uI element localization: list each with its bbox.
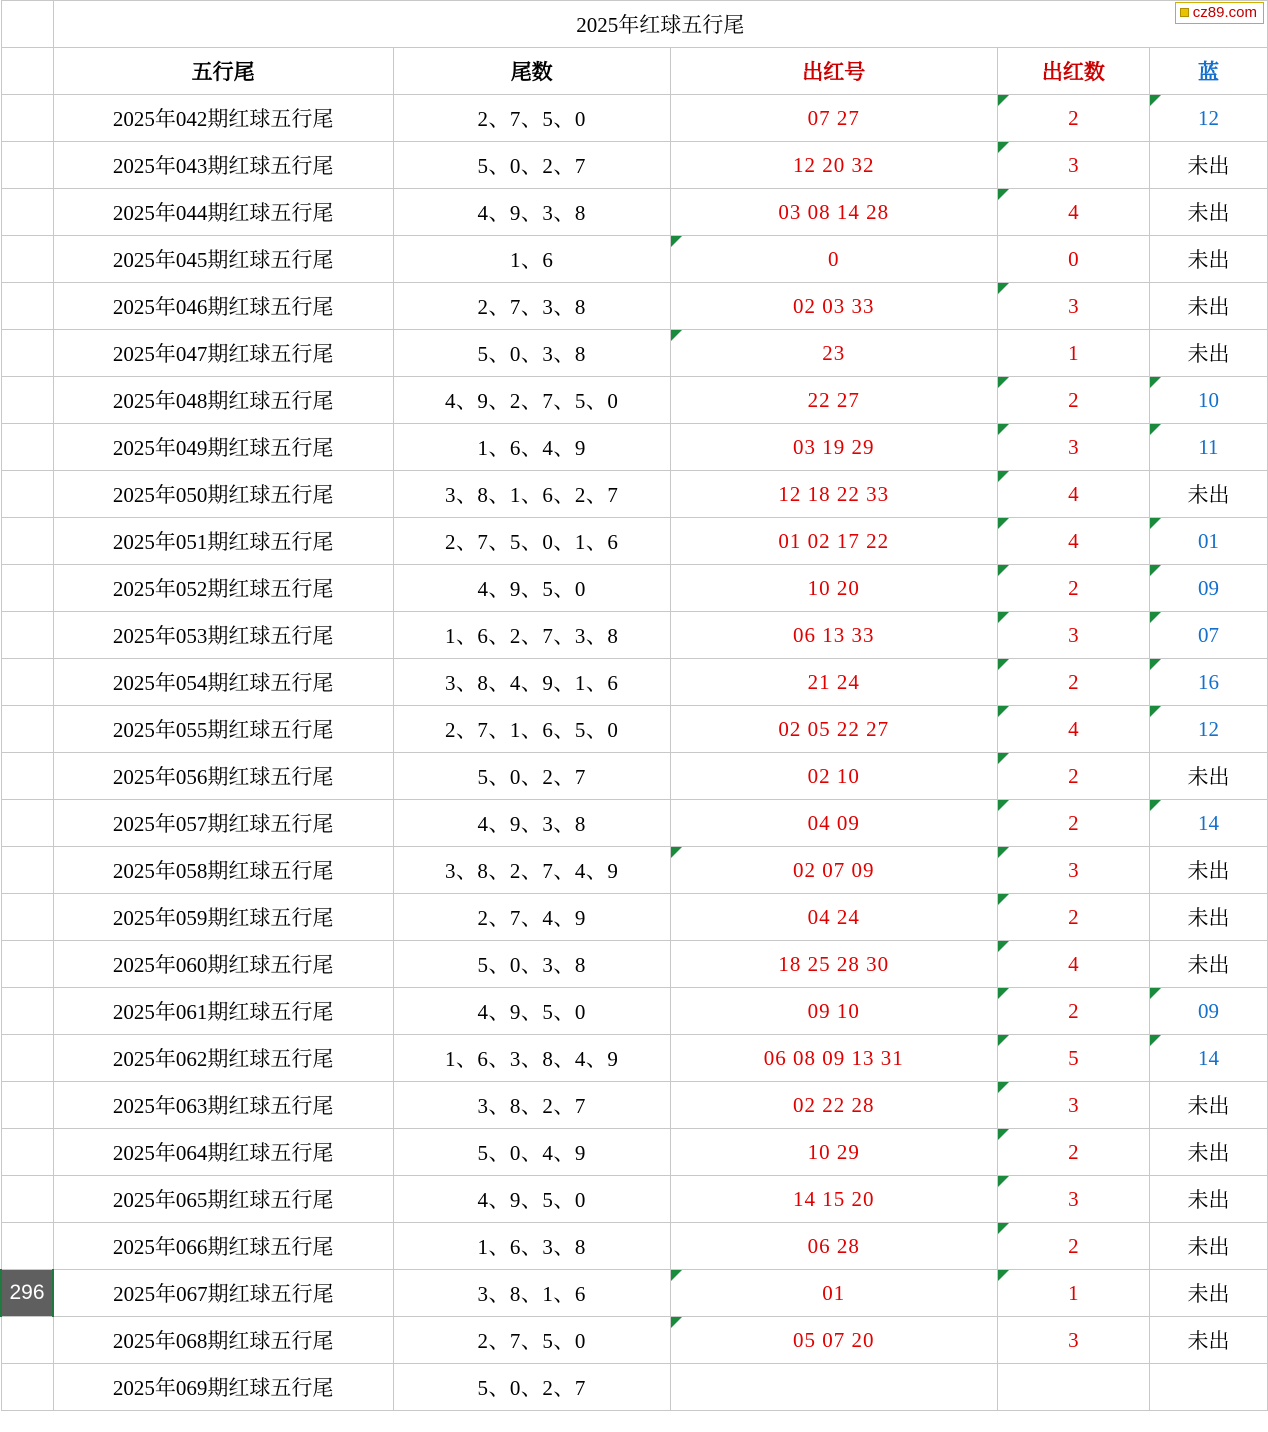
cell-period-name[interactable]: 2025年060期红球五行尾 [53, 941, 393, 988]
comment-marker-icon [998, 283, 1009, 294]
cell-tail-numbers[interactable]: 5、0、4、9 [393, 1129, 670, 1176]
cell-blue-number[interactable]: 10 [1149, 377, 1267, 424]
table-row [1, 1223, 1268, 1270]
cell-period-name[interactable]: 2025年069期红球五行尾 [53, 1364, 393, 1411]
cell-tail-numbers[interactable]: 5、0、2、7 [393, 1364, 670, 1411]
cell-red-count[interactable]: 3 [997, 1176, 1149, 1223]
cell-tail-numbers[interactable]: 2、7、3、8 [393, 283, 670, 330]
table-row [1, 1270, 1268, 1317]
cell-red-numbers[interactable]: 0 [670, 236, 997, 283]
column-header-weishu: 尾数 [393, 48, 670, 95]
row-header-number[interactable]: 296 [1, 1270, 53, 1317]
cell-blue-number[interactable]: 12 [1149, 706, 1267, 753]
cell-period-name[interactable]: 2025年063期红球五行尾 [53, 1082, 393, 1129]
table-row [1, 612, 1268, 659]
cell-blue-number[interactable]: 未出 [1149, 894, 1267, 941]
comment-marker-icon [1150, 518, 1161, 529]
comment-marker-icon [998, 1035, 1009, 1046]
row-header-number[interactable]: 274 [1, 236, 53, 283]
cell-red-numbers[interactable]: 03 08 14 28 [670, 189, 997, 236]
cell-period-name[interactable]: 2025年068期红球五行尾 [53, 1317, 393, 1364]
cell-red-count[interactable]: 4 [997, 706, 1149, 753]
cell-tail-numbers[interactable]: 1、6、3、8、4、9 [393, 1035, 670, 1082]
cell-red-count[interactable]: 3 [997, 1082, 1149, 1129]
table-row [1, 1035, 1268, 1082]
comment-marker-icon [998, 612, 1009, 623]
cell-blue-number[interactable]: 未出 [1149, 1082, 1267, 1129]
cell-red-count[interactable]: 2 [997, 1223, 1149, 1270]
row-header-2[interactable]: 2 [1, 48, 53, 95]
cell-period-name[interactable]: 2025年043期红球五行尾 [53, 142, 393, 189]
cell-period-name[interactable]: 2025年054期红球五行尾 [53, 659, 393, 706]
table-row [1, 1317, 1268, 1364]
table-row [1, 1129, 1268, 1176]
column-header-row [1, 48, 1268, 95]
cell-red-count[interactable]: 4 [997, 189, 1149, 236]
cell-blue-number[interactable]: 未出 [1149, 1176, 1267, 1223]
cell-tail-numbers[interactable]: 4、9、3、8 [393, 800, 670, 847]
row-header-number[interactable]: 272 [1, 142, 53, 189]
column-header-wuxingwei: 五行尾 [53, 48, 393, 95]
comment-marker-icon [1150, 612, 1161, 623]
cell-period-name[interactable]: 2025年064期红球五行尾 [53, 1129, 393, 1176]
cell-red-count[interactable]: 4 [997, 518, 1149, 565]
cell-red-numbers[interactable]: 03 19 29 [670, 424, 997, 471]
comment-marker-icon [671, 1317, 682, 1328]
cell-blue-number[interactable]: 11 [1149, 424, 1267, 471]
cell-red-count[interactable]: 3 [997, 1317, 1149, 1364]
cell-red-count[interactable]: 3 [997, 142, 1149, 189]
cell-period-name[interactable]: 2025年044期红球五行尾 [53, 189, 393, 236]
comment-marker-icon [998, 988, 1009, 999]
cell-blue-number[interactable]: 未出 [1149, 283, 1267, 330]
cell-blue-number[interactable] [1149, 1364, 1267, 1411]
row-header-number[interactable]: 284 [1, 706, 53, 753]
logo-text: cz89.com [1192, 4, 1257, 21]
cell-blue-number[interactable]: 16 [1149, 659, 1267, 706]
cell-red-count[interactable]: 1 [997, 330, 1149, 377]
cell-red-numbers[interactable]: 10 20 [670, 565, 997, 612]
cell-blue-number[interactable]: 14 [1149, 800, 1267, 847]
row-header-number[interactable]: 271 [1, 95, 53, 142]
cell-red-count[interactable]: 2 [997, 753, 1149, 800]
table-row [1, 236, 1268, 283]
cell-tail-numbers[interactable]: 2、7、5、0 [393, 1317, 670, 1364]
comment-marker-icon [998, 471, 1009, 482]
cell-blue-number[interactable]: 09 [1149, 565, 1267, 612]
comment-marker-icon [998, 847, 1009, 858]
row-header-number[interactable]: 277 [1, 377, 53, 424]
table-row [1, 894, 1268, 941]
row-header-number[interactable]: 281 [1, 565, 53, 612]
comment-marker-icon [998, 142, 1009, 153]
cell-red-count[interactable]: 1 [997, 1270, 1149, 1317]
comment-marker-icon [998, 189, 1009, 200]
cell-period-name[interactable]: 2025年049期红球五行尾 [53, 424, 393, 471]
comment-marker-icon [1150, 659, 1161, 670]
cell-period-name[interactable]: 2025年061期红球五行尾 [53, 988, 393, 1035]
row-header-number[interactable]: 294 [1, 1176, 53, 1223]
cell-red-count[interactable]: 5 [997, 1035, 1149, 1082]
table-body [1, 1, 1268, 1411]
comment-marker-icon [998, 1270, 1009, 1281]
cell-red-count[interactable]: 2 [997, 565, 1149, 612]
row-header-number[interactable]: 283 [1, 659, 53, 706]
cell-red-count[interactable]: 3 [997, 283, 1149, 330]
cell-red-count[interactable] [997, 1364, 1149, 1411]
cell-red-count[interactable]: 4 [997, 471, 1149, 518]
cell-red-numbers[interactable]: 10 29 [670, 1129, 997, 1176]
cell-blue-number[interactable]: 未出 [1149, 330, 1267, 377]
table-row [1, 283, 1268, 330]
table-row [1, 330, 1268, 377]
row-header-number[interactable]: 285 [1, 753, 53, 800]
cell-tail-numbers[interactable]: 1、6、3、8 [393, 1223, 670, 1270]
cell-tail-numbers[interactable]: 2、7、1、6、5、0 [393, 706, 670, 753]
cell-tail-numbers[interactable]: 5、0、3、8 [393, 941, 670, 988]
site-logo-badge [1175, 2, 1264, 24]
cell-red-count[interactable]: 4 [997, 941, 1149, 988]
cell-red-numbers[interactable]: 05 07 20 [670, 1317, 997, 1364]
table-row [1, 471, 1268, 518]
comment-marker-icon [671, 1270, 682, 1281]
table-row [1, 659, 1268, 706]
cell-period-name[interactable]: 2025年062期红球五行尾 [53, 1035, 393, 1082]
table-row [1, 753, 1268, 800]
cell-tail-numbers[interactable]: 3、8、1、6 [393, 1270, 670, 1317]
cell-blue-number[interactable]: 未出 [1149, 189, 1267, 236]
cell-red-numbers[interactable]: 04 24 [670, 894, 997, 941]
cell-period-name[interactable]: 2025年057期红球五行尾 [53, 800, 393, 847]
row-header-number[interactable]: 273 [1, 189, 53, 236]
cell-red-count[interactable]: 3 [997, 847, 1149, 894]
cell-red-count[interactable]: 2 [997, 1129, 1149, 1176]
comment-marker-icon [998, 1082, 1009, 1093]
cell-period-name[interactable]: 2025年066期红球五行尾 [53, 1223, 393, 1270]
table-row [1, 565, 1268, 612]
cell-blue-number[interactable]: 未出 [1149, 941, 1267, 988]
column-header-lan: 蓝 [1149, 48, 1267, 95]
row-header-number[interactable]: 279 [1, 471, 53, 518]
cell-red-count[interactable]: 2 [997, 988, 1149, 1035]
cell-period-name[interactable]: 2025年052期红球五行尾 [53, 565, 393, 612]
cell-tail-numbers[interactable]: 1、6、4、9 [393, 424, 670, 471]
table-row [1, 941, 1268, 988]
cell-red-numbers[interactable]: 09 10 [670, 988, 997, 1035]
cell-red-numbers[interactable]: 02 07 09 [670, 847, 997, 894]
cell-tail-numbers[interactable]: 3、8、2、7、4、9 [393, 847, 670, 894]
cell-red-numbers[interactable]: 02 05 22 27 [670, 706, 997, 753]
cell-blue-number[interactable]: 未出 [1149, 753, 1267, 800]
cell-blue-number[interactable]: 09 [1149, 988, 1267, 1035]
cell-period-name[interactable]: 2025年042期红球五行尾 [53, 95, 393, 142]
table-row [1, 988, 1268, 1035]
page-title: 2025年红球五行尾 [53, 1, 1267, 48]
logo-dot-icon [1180, 8, 1189, 17]
cell-tail-numbers[interactable]: 4、9、3、8 [393, 189, 670, 236]
comment-marker-icon [1150, 1035, 1161, 1046]
cell-red-numbers[interactable]: 18 25 28 30 [670, 941, 997, 988]
cell-blue-number[interactable]: 07 [1149, 612, 1267, 659]
cell-blue-number[interactable]: 未出 [1149, 471, 1267, 518]
row-header-number[interactable]: 298 [1, 1364, 53, 1411]
comment-marker-icon [671, 847, 682, 858]
row-header-number[interactable]: 278 [1, 424, 53, 471]
cell-blue-number[interactable]: 未出 [1149, 847, 1267, 894]
table-row [1, 518, 1268, 565]
table-row [1, 1364, 1268, 1411]
cell-red-numbers[interactable]: 07 27 [670, 95, 997, 142]
comment-marker-icon [998, 1129, 1009, 1140]
row-header-number[interactable]: 282 [1, 612, 53, 659]
cell-red-count[interactable]: 0 [997, 236, 1149, 283]
comment-marker-icon [1150, 565, 1161, 576]
cell-period-name[interactable]: 2025年046期红球五行尾 [53, 283, 393, 330]
cell-red-numbers[interactable]: 21 24 [670, 659, 997, 706]
cell-blue-number[interactable]: 未出 [1149, 1223, 1267, 1270]
row-header-1[interactable]: 1 [1, 1, 53, 48]
row-header-number[interactable]: 287 [1, 847, 53, 894]
cell-period-name[interactable]: 2025年048期红球五行尾 [53, 377, 393, 424]
table-row [1, 95, 1268, 142]
cell-period-name[interactable]: 2025年047期红球五行尾 [53, 330, 393, 377]
column-header-chuhonghao: 出红号 [670, 48, 997, 95]
cell-tail-numbers[interactable]: 5、0、2、7 [393, 753, 670, 800]
cell-red-count[interactable]: 2 [997, 377, 1149, 424]
table-row [1, 189, 1268, 236]
cell-period-name[interactable]: 2025年065期红球五行尾 [53, 1176, 393, 1223]
comment-marker-icon [998, 1176, 1009, 1187]
cell-blue-number[interactable]: 14 [1149, 1035, 1267, 1082]
comment-marker-icon [998, 518, 1009, 529]
comment-marker-icon [998, 659, 1009, 670]
row-header-number[interactable]: 288 [1, 894, 53, 941]
cell-red-numbers[interactable]: 06 28 [670, 1223, 997, 1270]
cell-red-count[interactable]: 2 [997, 800, 1149, 847]
table-row [1, 800, 1268, 847]
cell-red-numbers[interactable]: 02 22 28 [670, 1082, 997, 1129]
comment-marker-icon [1150, 424, 1161, 435]
row-header-number[interactable]: 297 [1, 1317, 53, 1364]
comment-marker-icon [1150, 377, 1161, 388]
cell-period-name[interactable]: 2025年059期红球五行尾 [53, 894, 393, 941]
cell-tail-numbers[interactable]: 3、8、2、7 [393, 1082, 670, 1129]
row-header-number[interactable]: 293 [1, 1129, 53, 1176]
row-header-number[interactable]: 275 [1, 283, 53, 330]
cell-red-numbers[interactable]: 23 [670, 330, 997, 377]
cell-period-name[interactable]: 2025年055期红球五行尾 [53, 706, 393, 753]
cell-red-count[interactable]: 3 [997, 424, 1149, 471]
cell-red-numbers[interactable]: 02 03 33 [670, 283, 997, 330]
comment-marker-icon [998, 95, 1009, 106]
cell-red-count[interactable]: 2 [997, 894, 1149, 941]
cell-blue-number[interactable]: 未出 [1149, 1317, 1267, 1364]
cell-period-name[interactable]: 2025年045期红球五行尾 [53, 236, 393, 283]
cell-tail-numbers[interactable]: 3、8、4、9、1、6 [393, 659, 670, 706]
cell-red-numbers[interactable]: 01 02 17 22 [670, 518, 997, 565]
cell-red-numbers[interactable]: 12 20 32 [670, 142, 997, 189]
cell-red-numbers[interactable]: 01 [670, 1270, 997, 1317]
cell-period-name[interactable]: 2025年058期红球五行尾 [53, 847, 393, 894]
comment-marker-icon [671, 236, 682, 247]
row-header-number[interactable]: 276 [1, 330, 53, 377]
cell-red-count[interactable]: 2 [997, 95, 1149, 142]
cell-red-numbers[interactable]: 12 18 22 33 [670, 471, 997, 518]
comment-marker-icon [998, 424, 1009, 435]
title-row [1, 1, 1268, 48]
cell-tail-numbers[interactable]: 4、9、2、7、5、0 [393, 377, 670, 424]
cell-tail-numbers[interactable]: 4、9、5、0 [393, 565, 670, 612]
row-header-number[interactable]: 291 [1, 1035, 53, 1082]
cell-red-numbers[interactable]: 14 15 20 [670, 1176, 997, 1223]
comment-marker-icon [1150, 706, 1161, 717]
cell-tail-numbers[interactable]: 2、7、4、9 [393, 894, 670, 941]
comment-marker-icon [998, 800, 1009, 811]
comment-marker-icon [998, 565, 1009, 576]
cell-tail-numbers[interactable]: 2、7、5、0、1、6 [393, 518, 670, 565]
cell-tail-numbers[interactable]: 1、6 [393, 236, 670, 283]
comment-marker-icon [998, 753, 1009, 764]
cell-red-numbers[interactable]: 06 08 09 13 31 [670, 1035, 997, 1082]
table-row [1, 706, 1268, 753]
cell-blue-number[interactable]: 未出 [1149, 236, 1267, 283]
row-header-number[interactable]: 286 [1, 800, 53, 847]
cell-period-name[interactable]: 2025年051期红球五行尾 [53, 518, 393, 565]
cell-blue-number[interactable]: 未出 [1149, 1270, 1267, 1317]
comment-marker-icon [998, 706, 1009, 717]
cell-red-count[interactable]: 2 [997, 659, 1149, 706]
row-header-number[interactable]: 292 [1, 1082, 53, 1129]
comment-marker-icon [998, 1223, 1009, 1234]
cell-blue-number[interactable]: 未出 [1149, 1129, 1267, 1176]
row-header-number[interactable]: 295 [1, 1223, 53, 1270]
cell-tail-numbers[interactable]: 5、0、3、8 [393, 330, 670, 377]
cell-tail-numbers[interactable]: 1、6、2、7、3、8 [393, 612, 670, 659]
cell-red-numbers[interactable]: 04 09 [670, 800, 997, 847]
cell-blue-number[interactable]: 12 [1149, 95, 1267, 142]
table-row [1, 1176, 1268, 1223]
cell-tail-numbers[interactable]: 4、9、5、0 [393, 988, 670, 1035]
cell-blue-number[interactable]: 01 [1149, 518, 1267, 565]
cell-tail-numbers[interactable]: 3、8、1、6、2、7 [393, 471, 670, 518]
comment-marker-icon [1150, 988, 1161, 999]
cell-red-count[interactable]: 3 [997, 612, 1149, 659]
cell-period-name[interactable]: 2025年067期红球五行尾 [53, 1270, 393, 1317]
table-row [1, 847, 1268, 894]
comment-marker-icon [1150, 800, 1161, 811]
cell-blue-number[interactable]: 未出 [1149, 142, 1267, 189]
cell-tail-numbers[interactable]: 5、0、2、7 [393, 142, 670, 189]
cell-red-numbers[interactable] [670, 1364, 997, 1411]
comment-marker-icon [1150, 95, 1161, 106]
cell-red-numbers[interactable]: 02 10 [670, 753, 997, 800]
table-row [1, 142, 1268, 189]
row-header-number[interactable]: 289 [1, 941, 53, 988]
cell-period-name[interactable]: 2025年053期红球五行尾 [53, 612, 393, 659]
table-row [1, 424, 1268, 471]
cell-red-numbers[interactable]: 22 27 [670, 377, 997, 424]
cell-tail-numbers[interactable]: 2、7、5、0 [393, 95, 670, 142]
cell-period-name[interactable]: 2025年056期红球五行尾 [53, 753, 393, 800]
column-header-chuhongshu: 出红数 [997, 48, 1149, 95]
comment-marker-icon [998, 894, 1009, 905]
table-row [1, 1082, 1268, 1129]
row-header-number[interactable]: 290 [1, 988, 53, 1035]
cell-tail-numbers[interactable]: 4、9、5、0 [393, 1176, 670, 1223]
comment-marker-icon [671, 330, 682, 341]
cell-period-name[interactable]: 2025年050期红球五行尾 [53, 471, 393, 518]
comment-marker-icon [998, 941, 1009, 952]
row-header-number[interactable]: 280 [1, 518, 53, 565]
comment-marker-icon [998, 377, 1009, 388]
table-row [1, 377, 1268, 424]
cell-red-numbers[interactable]: 06 13 33 [670, 612, 997, 659]
